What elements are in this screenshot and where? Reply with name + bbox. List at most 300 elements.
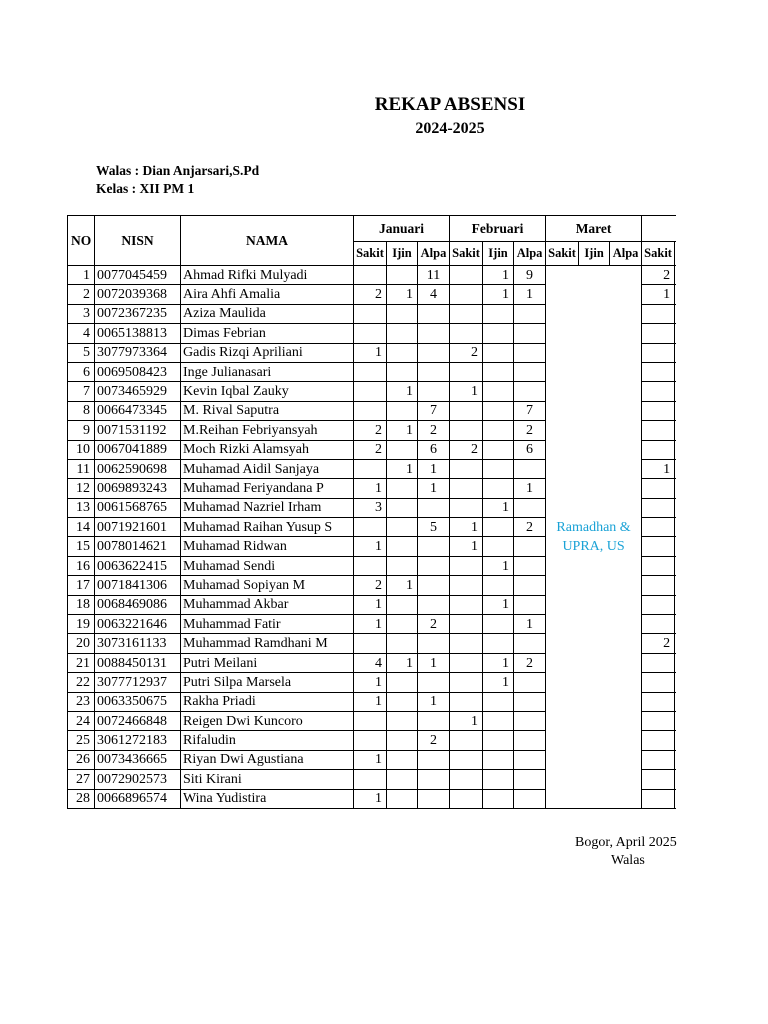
table-row <box>68 266 677 285</box>
row-nisn: 3061272183 <box>95 731 181 750</box>
jan-ijin-cell <box>387 401 418 420</box>
jan-alpa-cell: 2 <box>418 731 450 750</box>
row-nisn: 0071921601 <box>95 518 181 537</box>
feb-sakit-cell: 1 <box>450 518 483 537</box>
feb-ijin-cell <box>483 324 514 343</box>
feb-sakit-cell <box>450 653 483 672</box>
jan-alpa-cell: 4 <box>418 285 450 304</box>
feb-ijin-cell <box>483 692 514 711</box>
row-no: 19 <box>68 615 95 634</box>
row-no: 26 <box>68 750 95 769</box>
feb-alpa-cell <box>514 537 546 556</box>
report-title: REKAP ABSENSI <box>374 94 526 115</box>
apr-rest-cell <box>675 324 676 343</box>
feb-sakit-cell <box>450 692 483 711</box>
row-nama: Putri Meilani <box>181 653 354 672</box>
jan-sakit-cell: 2 <box>354 421 387 440</box>
jan-ijin-cell <box>387 537 418 556</box>
jan-alpa-cell: 1 <box>418 653 450 672</box>
jan-sakit-cell: 1 <box>354 789 387 808</box>
maret-note-cell: Ramadhan & UPRA, US <box>546 266 642 809</box>
row-nisn: 0072902573 <box>95 770 181 789</box>
feb-alpa-cell <box>514 770 546 789</box>
apr-rest-cell <box>675 285 676 304</box>
feb-alpa-cell <box>514 692 546 711</box>
feb-alpa-cell: 9 <box>514 266 546 285</box>
jan-ijin-cell <box>387 711 418 730</box>
row-nama: Ahmad Rifki Mulyadi <box>181 266 354 285</box>
row-nisn: 0088450131 <box>95 653 181 672</box>
feb-ijin-cell: 1 <box>483 285 514 304</box>
feb-ijin-cell: 1 <box>483 673 514 692</box>
apr-sakit-cell <box>642 595 675 614</box>
row-nisn: 0069508423 <box>95 362 181 381</box>
apr-sakit-cell <box>642 537 675 556</box>
feb-ijin-cell <box>483 479 514 498</box>
feb-sakit-cell <box>450 595 483 614</box>
apr-rest-cell <box>675 692 676 711</box>
row-nisn: 0072367235 <box>95 304 181 323</box>
feb-ijin-cell <box>483 731 514 750</box>
row-no: 6 <box>68 362 95 381</box>
feb-sakit-cell <box>450 401 483 420</box>
jan-ijin-cell <box>387 479 418 498</box>
row-nama: Riyan Dwi Agustiana <box>181 750 354 769</box>
row-nisn: 3077712937 <box>95 673 181 692</box>
jan-sakit-cell <box>354 324 387 343</box>
row-no: 2 <box>68 285 95 304</box>
row-nama: M. Rival Saputra <box>181 401 354 420</box>
jan-sakit-cell <box>354 556 387 575</box>
footer-place-date: Bogor, April 2025 <box>575 835 677 850</box>
row-nisn: 0063221646 <box>95 615 181 634</box>
feb-alpa-cell <box>514 304 546 323</box>
feb-sakit-cell: 1 <box>450 382 483 401</box>
feb-sakit-cell <box>450 421 483 440</box>
apr-sakit-cell <box>642 324 675 343</box>
jan-sakit-cell: 2 <box>354 440 387 459</box>
feb-sakit-cell <box>450 789 483 808</box>
feb-sakit-cell <box>450 479 483 498</box>
jan-sakit-cell <box>354 731 387 750</box>
feb-alpa-cell <box>514 362 546 381</box>
apr-sakit-cell <box>642 343 675 362</box>
feb-alpa-cell <box>514 673 546 692</box>
apr-rest-cell <box>675 556 676 575</box>
feb-ijin-cell <box>483 518 514 537</box>
feb-alpa-cell <box>514 498 546 517</box>
jan-sakit-cell <box>354 770 387 789</box>
report-year: 2024-2025 <box>415 120 485 137</box>
apr-rest-cell <box>675 518 676 537</box>
row-nama: Muhamad Ridwan <box>181 537 354 556</box>
apr-sakit-cell <box>642 615 675 634</box>
row-nama: Dimas Febrian <box>181 324 354 343</box>
row-nama: Muhamad Sendi <box>181 556 354 575</box>
feb-ijin-cell: 1 <box>483 595 514 614</box>
jan-ijin-cell: 1 <box>387 459 418 478</box>
apr-rest-cell <box>675 615 676 634</box>
row-nama: Aira Ahfi Amalia <box>181 285 354 304</box>
jan-alpa-cell: 1 <box>418 479 450 498</box>
row-nisn: 0065138813 <box>95 324 181 343</box>
jan-alpa-cell <box>418 750 450 769</box>
row-no: 7 <box>68 382 95 401</box>
header-februari: Februari <box>450 216 546 242</box>
row-nama: Muhammad Ramdhani M <box>181 634 354 653</box>
row-nisn: 0061568765 <box>95 498 181 517</box>
row-nama: Rifaludin <box>181 731 354 750</box>
apr-sakit-cell: 1 <box>642 459 675 478</box>
header-mar-alpa: Alpa <box>610 242 642 266</box>
apr-sakit-cell <box>642 518 675 537</box>
jan-sakit-cell: 1 <box>354 595 387 614</box>
row-nisn: 0071531192 <box>95 421 181 440</box>
jan-sakit-cell <box>354 518 387 537</box>
feb-ijin-cell <box>483 634 514 653</box>
jan-ijin-cell <box>387 634 418 653</box>
jan-alpa-cell <box>418 343 450 362</box>
jan-ijin-cell: 1 <box>387 421 418 440</box>
row-nama: Muhammad Akbar <box>181 595 354 614</box>
jan-ijin-cell <box>387 440 418 459</box>
jan-sakit-cell: 1 <box>354 750 387 769</box>
jan-sakit-cell: 1 <box>354 673 387 692</box>
apr-rest-cell <box>675 421 676 440</box>
row-no: 12 <box>68 479 95 498</box>
feb-alpa-cell: 1 <box>514 285 546 304</box>
row-no: 27 <box>68 770 95 789</box>
feb-alpa-cell: 2 <box>514 518 546 537</box>
row-nisn: 0063622415 <box>95 556 181 575</box>
feb-ijin-cell <box>483 304 514 323</box>
jan-ijin-cell: 1 <box>387 382 418 401</box>
row-no: 4 <box>68 324 95 343</box>
apr-sakit-cell <box>642 692 675 711</box>
apr-sakit-cell: 1 <box>642 285 675 304</box>
feb-sakit-cell <box>450 285 483 304</box>
jan-alpa-cell: 2 <box>418 615 450 634</box>
feb-sakit-cell <box>450 498 483 517</box>
jan-alpa-cell <box>418 673 450 692</box>
apr-rest-cell <box>675 634 676 653</box>
feb-alpa-cell <box>514 634 546 653</box>
apr-rest-cell <box>675 382 676 401</box>
jan-alpa-cell <box>418 304 450 323</box>
row-no: 5 <box>68 343 95 362</box>
apr-rest-cell <box>675 440 676 459</box>
header-apr-rest <box>675 242 676 266</box>
apr-sakit-cell <box>642 673 675 692</box>
row-nama: Muhamad Feriyandana P <box>181 479 354 498</box>
jan-ijin-cell <box>387 324 418 343</box>
feb-sakit-cell <box>450 266 483 285</box>
row-nama: Muhammad Fatir <box>181 615 354 634</box>
apr-rest-cell <box>675 653 676 672</box>
jan-alpa-cell <box>418 770 450 789</box>
jan-ijin-cell: 1 <box>387 576 418 595</box>
row-no: 10 <box>68 440 95 459</box>
jan-ijin-cell <box>387 266 418 285</box>
jan-alpa-cell: 7 <box>418 401 450 420</box>
row-no: 14 <box>68 518 95 537</box>
apr-sakit-cell <box>642 498 675 517</box>
feb-ijin-cell: 1 <box>483 653 514 672</box>
header-maret: Maret <box>546 216 642 242</box>
header-apr-sakit: Sakit <box>642 242 675 266</box>
apr-rest-cell <box>675 479 676 498</box>
row-no: 9 <box>68 421 95 440</box>
apr-rest-cell <box>675 362 676 381</box>
feb-sakit-cell: 1 <box>450 711 483 730</box>
row-nisn: 0073465929 <box>95 382 181 401</box>
apr-rest-cell <box>675 595 676 614</box>
feb-alpa-cell <box>514 324 546 343</box>
header-mar-sakit: Sakit <box>546 242 579 266</box>
apr-rest-cell <box>675 789 676 808</box>
row-nisn: 0071841306 <box>95 576 181 595</box>
apr-rest-cell <box>675 266 676 285</box>
row-nama: Inge Julianasari <box>181 362 354 381</box>
header-feb-alpa: Alpa <box>514 242 546 266</box>
jan-sakit-cell: 1 <box>354 692 387 711</box>
jan-ijin-cell <box>387 692 418 711</box>
apr-sakit-cell <box>642 770 675 789</box>
row-no: 25 <box>68 731 95 750</box>
header-januari: Januari <box>354 216 450 242</box>
feb-alpa-cell <box>514 382 546 401</box>
apr-sakit-cell <box>642 440 675 459</box>
feb-sakit-cell <box>450 750 483 769</box>
jan-sakit-cell: 1 <box>354 343 387 362</box>
feb-sakit-cell <box>450 615 483 634</box>
feb-alpa-cell <box>514 459 546 478</box>
jan-ijin-cell <box>387 789 418 808</box>
row-nama: Muhamad Raihan Yusup S <box>181 518 354 537</box>
feb-sakit-cell: 2 <box>450 343 483 362</box>
jan-sakit-cell <box>354 382 387 401</box>
row-no: 18 <box>68 595 95 614</box>
row-nama: M.Reihan Febriyansyah <box>181 421 354 440</box>
feb-sakit-cell: 1 <box>450 537 483 556</box>
jan-ijin-cell <box>387 750 418 769</box>
row-nisn: 0068469086 <box>95 595 181 614</box>
feb-alpa-cell: 7 <box>514 401 546 420</box>
row-no: 16 <box>68 556 95 575</box>
row-no: 1 <box>68 266 95 285</box>
row-nama: Muhamad Nazriel Irham <box>181 498 354 517</box>
row-nisn: 3073161133 <box>95 634 181 653</box>
jan-alpa-cell <box>418 362 450 381</box>
jan-sakit-cell <box>354 266 387 285</box>
apr-rest-cell <box>675 401 676 420</box>
feb-sakit-cell <box>450 770 483 789</box>
row-nama: Siti Kirani <box>181 770 354 789</box>
row-no: 28 <box>68 789 95 808</box>
jan-alpa-cell: 1 <box>418 692 450 711</box>
header-mar-ijin: Ijin <box>579 242 610 266</box>
header-no: NO <box>68 216 95 266</box>
jan-sakit-cell: 1 <box>354 615 387 634</box>
kelas-info: Kelas : XII PM 1 <box>96 181 195 196</box>
feb-sakit-cell <box>450 673 483 692</box>
jan-alpa-cell <box>418 634 450 653</box>
walas-info: Walas : Dian Anjarsari,S.Pd <box>96 163 260 178</box>
jan-ijin-cell <box>387 556 418 575</box>
row-nama: Rakha Priadi <box>181 692 354 711</box>
feb-ijin-cell <box>483 770 514 789</box>
feb-ijin-cell <box>483 421 514 440</box>
jan-ijin-cell <box>387 673 418 692</box>
jan-sakit-cell <box>354 459 387 478</box>
row-nama: Gadis Rizqi Apriliani <box>181 343 354 362</box>
jan-alpa-cell <box>418 324 450 343</box>
feb-ijin-cell <box>483 440 514 459</box>
row-nama: Putri Silpa Marsela <box>181 673 354 692</box>
feb-alpa-cell <box>514 789 546 808</box>
apr-sakit-cell <box>642 421 675 440</box>
jan-sakit-cell: 2 <box>354 285 387 304</box>
row-no: 11 <box>68 459 95 478</box>
row-nisn: 0078014621 <box>95 537 181 556</box>
feb-alpa-cell <box>514 731 546 750</box>
jan-ijin-cell: 1 <box>387 653 418 672</box>
apr-sakit-cell <box>642 479 675 498</box>
row-no: 13 <box>68 498 95 517</box>
jan-alpa-cell: 11 <box>418 266 450 285</box>
apr-sakit-cell: 2 <box>642 634 675 653</box>
apr-sakit-cell <box>642 401 675 420</box>
jan-sakit-cell: 1 <box>354 537 387 556</box>
row-nama: Moch Rizki Alamsyah <box>181 440 354 459</box>
attendance-table <box>67 215 676 809</box>
apr-sakit-cell: 2 <box>642 266 675 285</box>
jan-alpa-cell <box>418 382 450 401</box>
feb-alpa-cell: 1 <box>514 479 546 498</box>
row-nama: Reigen Dwi Kuncoro <box>181 711 354 730</box>
apr-rest-cell <box>675 498 676 517</box>
jan-ijin-cell <box>387 343 418 362</box>
row-nisn: 0062590698 <box>95 459 181 478</box>
feb-sakit-cell <box>450 362 483 381</box>
feb-ijin-cell <box>483 750 514 769</box>
jan-ijin-cell <box>387 498 418 517</box>
feb-ijin-cell <box>483 576 514 595</box>
jan-ijin-cell <box>387 595 418 614</box>
feb-ijin-cell <box>483 537 514 556</box>
header-nisn: NISN <box>95 216 181 266</box>
row-nisn: 3077973364 <box>95 343 181 362</box>
jan-ijin-cell <box>387 304 418 323</box>
apr-sakit-cell <box>642 362 675 381</box>
row-nisn: 0072466848 <box>95 711 181 730</box>
feb-ijin-cell <box>483 789 514 808</box>
feb-sakit-cell <box>450 731 483 750</box>
jan-alpa-cell <box>418 498 450 517</box>
jan-sakit-cell <box>354 711 387 730</box>
apr-sakit-cell <box>642 731 675 750</box>
feb-alpa-cell: 2 <box>514 421 546 440</box>
jan-alpa-cell <box>418 595 450 614</box>
row-no: 22 <box>68 673 95 692</box>
row-no: 15 <box>68 537 95 556</box>
apr-sakit-cell <box>642 382 675 401</box>
apr-sakit-cell <box>642 556 675 575</box>
feb-sakit-cell <box>450 634 483 653</box>
apr-sakit-cell <box>642 304 675 323</box>
footer-walas: Walas <box>611 853 645 868</box>
jan-sakit-cell: 1 <box>354 479 387 498</box>
header-jan-alpa: Alpa <box>418 242 450 266</box>
feb-alpa-cell: 6 <box>514 440 546 459</box>
jan-alpa-cell <box>418 576 450 595</box>
apr-rest-cell <box>675 576 676 595</box>
row-nisn: 0077045459 <box>95 266 181 285</box>
jan-alpa-cell: 2 <box>418 421 450 440</box>
jan-ijin-cell <box>387 615 418 634</box>
apr-sakit-cell <box>642 789 675 808</box>
header-april <box>642 216 676 242</box>
feb-alpa-cell <box>514 595 546 614</box>
apr-rest-cell <box>675 770 676 789</box>
header-jan-ijin: Ijin <box>387 242 418 266</box>
apr-rest-cell <box>675 750 676 769</box>
feb-sakit-cell <box>450 556 483 575</box>
row-nisn: 0069893243 <box>95 479 181 498</box>
header-feb-ijin: Ijin <box>483 242 514 266</box>
apr-sakit-cell <box>642 653 675 672</box>
row-no: 21 <box>68 653 95 672</box>
jan-ijin-cell <box>387 770 418 789</box>
row-nisn: 0066896574 <box>95 789 181 808</box>
row-nama: Wina Yudistira <box>181 789 354 808</box>
feb-alpa-cell <box>514 343 546 362</box>
feb-ijin-cell <box>483 362 514 381</box>
feb-ijin-cell: 1 <box>483 498 514 517</box>
row-nama: Muhamad Aidil Sanjaya <box>181 459 354 478</box>
apr-sakit-cell <box>642 576 675 595</box>
row-nama: Muhamad Sopiyan M <box>181 576 354 595</box>
attendance-table-viewport <box>67 215 676 815</box>
row-nisn: 0063350675 <box>95 692 181 711</box>
jan-alpa-cell: 5 <box>418 518 450 537</box>
feb-ijin-cell <box>483 459 514 478</box>
apr-sakit-cell <box>642 711 675 730</box>
header-jan-sakit: Sakit <box>354 242 387 266</box>
apr-rest-cell <box>675 673 676 692</box>
jan-ijin-cell <box>387 518 418 537</box>
feb-alpa-cell <box>514 750 546 769</box>
header-nama: NAMA <box>181 216 354 266</box>
feb-sakit-cell <box>450 459 483 478</box>
row-nisn: 0067041889 <box>95 440 181 459</box>
apr-rest-cell <box>675 731 676 750</box>
row-nisn: 0073436665 <box>95 750 181 769</box>
apr-rest-cell <box>675 343 676 362</box>
feb-ijin-cell: 1 <box>483 556 514 575</box>
feb-alpa-cell <box>514 576 546 595</box>
feb-ijin-cell <box>483 343 514 362</box>
feb-sakit-cell: 2 <box>450 440 483 459</box>
row-no: 23 <box>68 692 95 711</box>
jan-ijin-cell <box>387 731 418 750</box>
jan-alpa-cell <box>418 556 450 575</box>
row-no: 24 <box>68 711 95 730</box>
apr-rest-cell <box>675 459 676 478</box>
feb-ijin-cell <box>483 382 514 401</box>
jan-ijin-cell <box>387 362 418 381</box>
feb-alpa-cell <box>514 711 546 730</box>
